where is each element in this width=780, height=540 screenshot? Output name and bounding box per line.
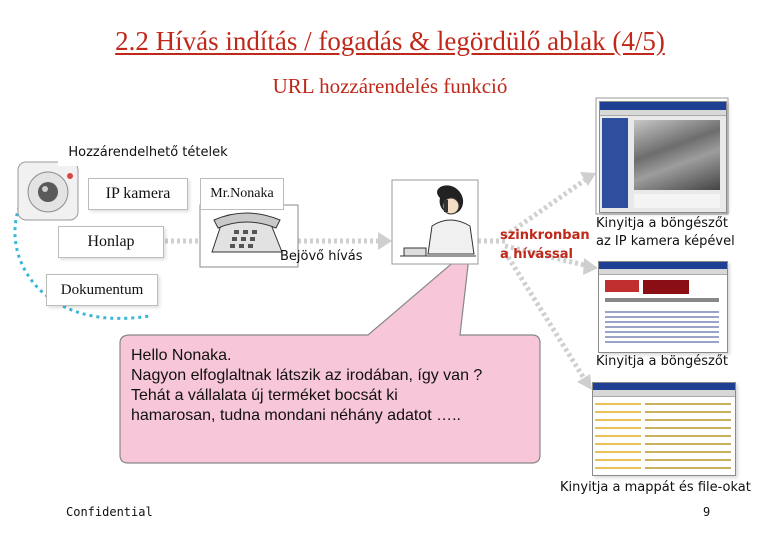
sync-label-line1: szinkronban <box>500 228 590 243</box>
item-website: Honlap <box>58 226 164 258</box>
arrowhead-fan-bottom <box>577 374 592 390</box>
ip-camera-icon <box>18 162 78 220</box>
file-explorer-screenshot <box>592 382 736 476</box>
action-open-browser-camera-line1: Kinyitja a böngészőt <box>596 216 728 231</box>
page-number: 9 <box>703 505 711 519</box>
action-open-browser: Kinyitja a böngészőt <box>596 354 728 369</box>
person-on-phone-illustration <box>392 180 478 264</box>
page-title: 2.2 Hívás indítás / fogadás & legördülő ablak (4/5) <box>115 26 665 56</box>
confidential-label: Confidential <box>66 505 153 519</box>
arrowhead-2 <box>378 232 392 250</box>
speech-bubble-text: Hello Nonaka. Nagyon elfoglaltnak látszik az irodában, így van ? Tehát a vállalata új terméket bocsát ki hamarosan, tudna mondani néhány adatot ….. <box>131 347 483 424</box>
action-open-folder-files: Kinyitja a mappát és file-okat <box>560 480 751 495</box>
arrowhead-fan-mid <box>583 258 598 275</box>
assignable-items-label: Hozzárendelhető tételek <box>58 138 238 166</box>
page-subtitle: URL hozzárendelés funkció <box>272 74 508 98</box>
sync-label-line2: a hívással <box>500 247 573 262</box>
item-ip-camera: IP kamera <box>88 178 188 210</box>
browser-screenshot-website <box>598 261 728 353</box>
caller-name: Mr.Nonaka <box>200 178 284 210</box>
item-document: Dokumentum <box>46 274 158 306</box>
incoming-call-label: Bejövő hívás <box>280 249 363 264</box>
action-open-browser-camera-line2: az IP kamera képével <box>596 234 735 249</box>
browser-screenshot-ip-camera <box>599 101 727 213</box>
